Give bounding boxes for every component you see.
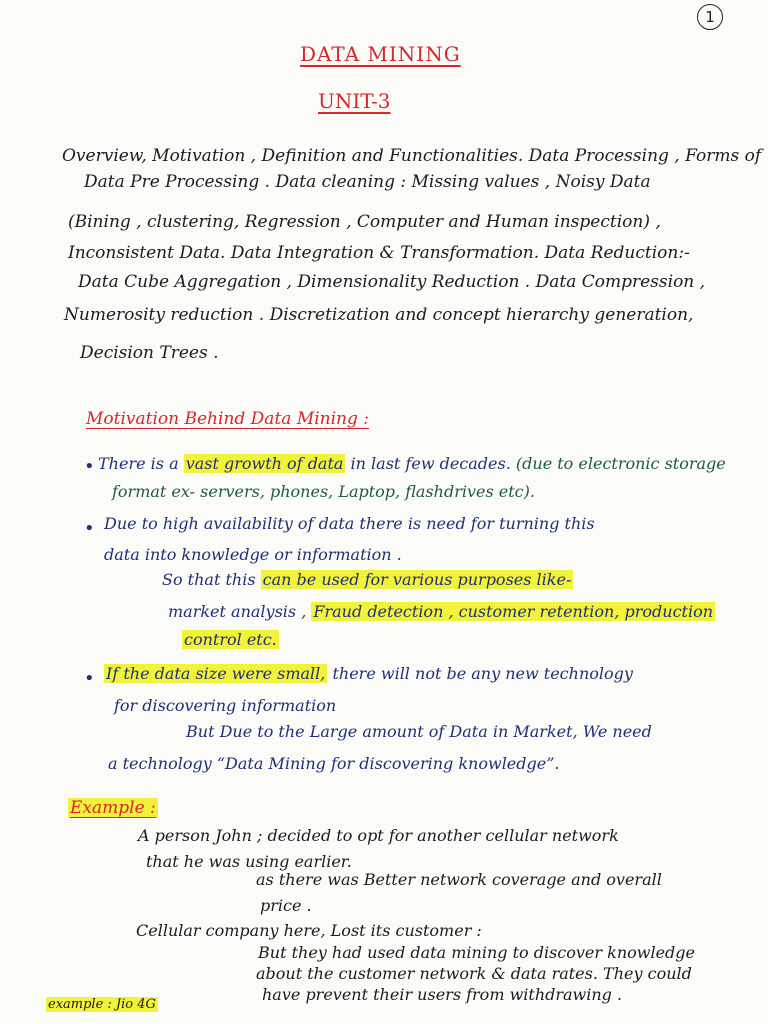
- footer-example: [46, 997, 158, 1012]
- example-line: price .: [260, 896, 312, 915]
- page-number: 1: [697, 4, 723, 30]
- bullet-line: So that this can be used for various purposes like-: [162, 570, 572, 589]
- example-line: that he was using earlier.: [146, 852, 352, 871]
- highlight: vast growth of data: [185, 454, 344, 473]
- bullet-line: If the data size were small, there will not be any new technology: [106, 664, 633, 683]
- bullet-line: format ex- servers, phones, Laptop, flashdrives etc).: [112, 482, 535, 501]
- bullet-line: market analysis , Fraud detection , customer retention, production: [168, 602, 714, 621]
- section-heading: Motivation Behind Data Mining :: [86, 409, 370, 429]
- example-line: A person John ; decided to opt for another cellular network: [138, 826, 619, 845]
- overview-line: Numerosity reduction . Discretization and concept hierarchy generation,: [64, 305, 694, 325]
- highlight: can be used for various purposes like-: [262, 570, 572, 589]
- overview-line: Inconsistent Data. Data Integration & Transformation. Data Reduction:-: [68, 243, 690, 263]
- example-line: have prevent their users from withdrawing .: [262, 985, 623, 1004]
- example-line: Cellular company here, Lost its customer :: [136, 921, 482, 940]
- overview-line: Data Cube Aggregation , Dimensionality Reduction . Data Compression ,: [78, 272, 706, 292]
- page-title: DATA MINING: [300, 42, 461, 66]
- highlight: Fraud detection , customer retention, production: [313, 602, 714, 621]
- highlight: Example :: [70, 798, 156, 818]
- bullet-line: data into knowledge or information .: [104, 545, 402, 564]
- example-line: But they had used data mining to discover knowledge: [258, 943, 695, 962]
- example-heading: [68, 798, 158, 818]
- example-line: about the customer network & data rates. They could: [256, 964, 692, 983]
- overview-line: (Bining , clustering, Regression , Computer and Human inspection) ,: [68, 212, 661, 232]
- bullet-line: [182, 630, 279, 649]
- highlight: control etc.: [184, 630, 277, 649]
- highlight: example : Jio 4G: [48, 997, 156, 1012]
- bullet-line: There is a vast growth of data in last few decades. (due to electronic storage: [98, 454, 726, 473]
- unit-label: UNIT-3: [318, 89, 391, 113]
- bullet-dot: •: [84, 518, 95, 539]
- overview-line: Data Pre Processing . Data cleaning : Missing values , Noisy Data: [84, 172, 651, 192]
- bullet-line: Due to high availability of data there is need for turning this: [104, 514, 595, 533]
- bullet-line: for discovering information: [114, 696, 337, 715]
- bullet-line: a technology “Data Mining for discovering knowledge”.: [108, 754, 560, 773]
- bullet-line: But Due to the Large amount of Data in Market, We need: [186, 722, 652, 741]
- overview-line: Overview, Motivation , Definition and Functionalities. Data Processing , Forms of: [62, 146, 762, 166]
- example-line: as there was Better network coverage and overall: [256, 870, 662, 889]
- overview-line: Decision Trees .: [80, 343, 219, 363]
- bullet-dot: •: [84, 456, 95, 477]
- highlight: If the data size were small,: [106, 664, 326, 683]
- bullet-dot: •: [84, 668, 95, 689]
